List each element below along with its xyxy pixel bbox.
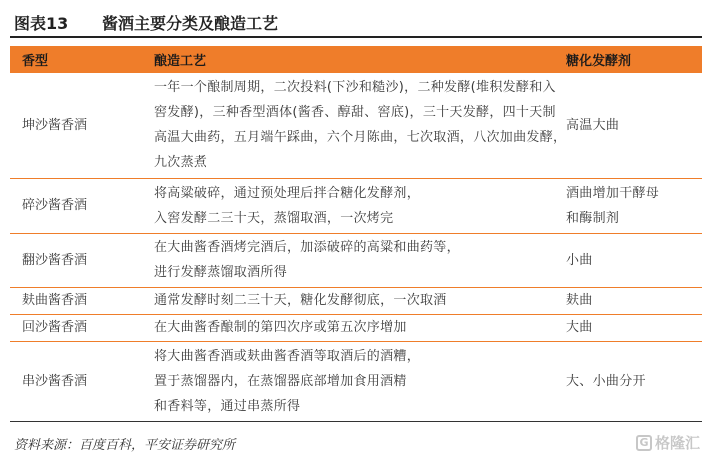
cell-agent <box>554 341 702 421</box>
header-agent: 糖化发酵剂 <box>554 46 702 73</box>
table-row <box>10 178 702 233</box>
table-row <box>10 73 702 178</box>
cell-agent <box>554 233 702 287</box>
figure-title: 酱酒主要分类及酿造工艺 <box>102 14 279 33</box>
agent-line: 大曲 <box>566 320 593 335</box>
cell-type: 串沙酱香酒 <box>10 341 142 421</box>
table-header-row <box>10 46 702 73</box>
process-line: 入窖发酵二三十天，蒸馏取酒，一次烤完 <box>154 210 394 226</box>
process-line: 将大曲酱香酒或麸曲酱香酒等取酒后的酒糟， <box>154 348 421 364</box>
watermark-logo-icon: G <box>636 435 652 451</box>
table-row <box>10 314 702 341</box>
process-line: 置于蒸馏器内，在蒸馏器底部增加食用酒精 <box>154 373 407 389</box>
process-table <box>10 46 702 422</box>
process-line: 和香料等，通过串蒸所得 <box>154 398 301 414</box>
cell-process <box>142 287 554 314</box>
header-process: 酿造工艺 <box>142 46 554 73</box>
source-note: 资料来源：百度百科，平安证券研究所 <box>14 438 236 453</box>
table-row <box>10 341 702 421</box>
table-row <box>10 287 702 314</box>
agent-line: 和酶制剂 <box>566 210 620 226</box>
cell-process <box>142 233 554 287</box>
cell-agent <box>554 73 702 178</box>
cell-agent <box>554 178 702 233</box>
cell-type: 回沙酱香酒 <box>10 314 142 341</box>
process-line: 进行发酵蒸馏取酒所得 <box>154 265 288 280</box>
figure-title-bar <box>10 8 702 38</box>
cell-agent <box>554 314 702 341</box>
agent-line: 酒曲增加干酵母 <box>566 185 660 201</box>
cell-type: 麸曲酱香酒 <box>10 287 142 314</box>
cell-type: 碎沙酱香酒 <box>10 178 142 233</box>
cell-process <box>142 314 554 341</box>
process-line: 在大曲酱香酒烤完酒后，加添破碎的高粱和曲药等， <box>154 240 460 255</box>
cell-type: 坤沙酱香酒 <box>10 73 142 178</box>
cell-process <box>142 73 567 178</box>
agent-line: 大、小曲分开 <box>566 373 646 389</box>
process-line: 窖发酵)，三种香型酒体(酱香、醇甜、窖底)，三十天发酵，四十天制 <box>154 105 556 121</box>
header-type: 香型 <box>10 46 142 73</box>
table-row <box>10 233 702 287</box>
agent-line: 高温大曲 <box>566 117 620 133</box>
process-line: 九次蒸煮 <box>154 155 208 171</box>
agent-line: 麸曲 <box>566 293 593 308</box>
process-line: 在大曲酱香酿制的第四次序或第五次序增加 <box>154 320 407 335</box>
watermark-text: 格隆汇 <box>655 434 701 452</box>
cell-type: 翻沙酱香酒 <box>10 233 142 287</box>
cell-process <box>142 178 554 233</box>
process-line: 高温大曲药，五月端午踩曲，六个月陈曲，七次取酒，八次加曲发酵， <box>154 130 567 146</box>
figure-label: 图表13 <box>14 14 69 33</box>
process-line: 将高粱破碎，通过预处理后拌合糖化发酵剂， <box>154 185 421 201</box>
cell-agent <box>554 287 702 314</box>
process-line: 一年一个酿制周期，二次投料(下沙和糙沙)，二种发酵(堆积发酵和入 <box>154 80 556 96</box>
cell-process <box>142 341 554 421</box>
agent-line: 小曲 <box>566 252 593 268</box>
watermark <box>636 432 700 453</box>
process-line: 通常发酵时刻二三十天，糖化发酵彻底，一次取酒 <box>154 293 447 308</box>
